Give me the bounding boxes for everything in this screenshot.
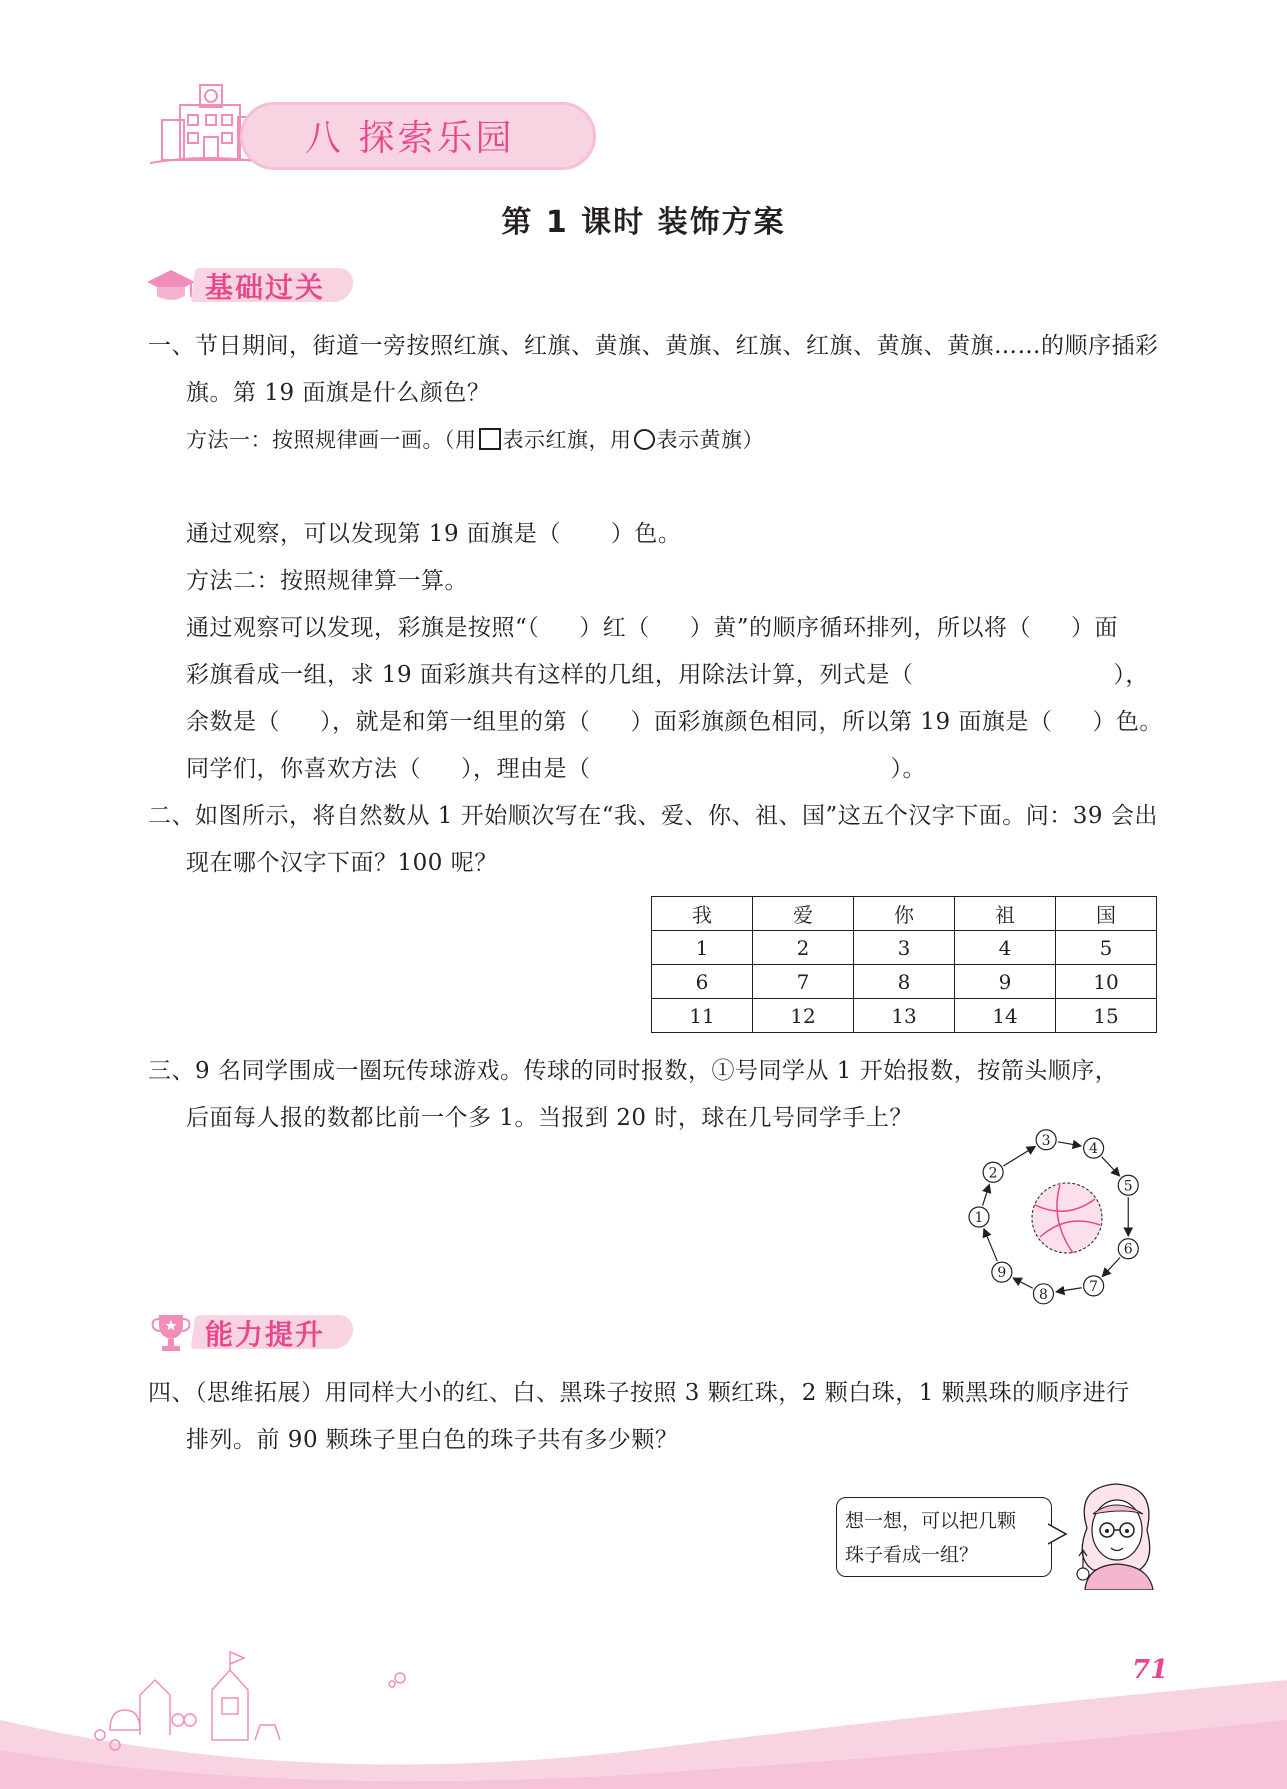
table-cell: 15	[1056, 999, 1157, 1033]
student-node-label: 7	[1089, 1278, 1099, 1295]
q2-line2: 现在哪个汉字下面？100 呢？	[186, 850, 498, 876]
table-header-cell: 爱	[753, 897, 854, 931]
circle-arrow	[1058, 1142, 1080, 1146]
table-row	[652, 999, 1157, 1033]
circle-arrow	[1057, 1288, 1081, 1292]
section-advanced-label: 能力提升	[205, 1318, 326, 1351]
circle-diagram	[955, 1125, 1155, 1320]
table-cell: 14	[955, 999, 1056, 1033]
section-header-advanced	[145, 1311, 375, 1355]
table-header-cell: 你	[854, 897, 955, 931]
q1-method1: 方法一：按照规律画一画。（用 表示红旗，用 表示黄旗）	[186, 428, 764, 452]
circle-arrow	[983, 1186, 989, 1206]
chapter-title: 八 探索乐园	[305, 118, 515, 159]
number-table	[651, 896, 1157, 1033]
circle-symbol-icon	[634, 429, 655, 450]
table-cell: 1	[652, 931, 753, 965]
student-node-label: 9	[997, 1265, 1007, 1282]
q1-line6: 彩旗看成一组，求 19 面彩旗共有这样的几组，用除法计算，列式是（ ），	[186, 662, 1149, 688]
table-cell: 4	[955, 931, 1056, 965]
trophy-icon	[149, 1311, 193, 1355]
table-cell: 10	[1056, 965, 1157, 999]
table-cell: 6	[652, 965, 753, 999]
circle-arrow	[1103, 1258, 1120, 1276]
q3-line1: 三、9 名同学围成一圈玩传球游戏。传球的同时报数，①号同学从 1 开始报数，按箭头顺序，	[148, 1058, 1119, 1084]
square-symbol-icon	[479, 428, 501, 450]
table-cell: 2	[753, 931, 854, 965]
hint-bubble	[836, 1497, 1052, 1577]
q1-observe1: 通过观察，可以发现第 19 面旗是（ ）色。	[186, 521, 682, 547]
q3-line2: 后面每人报的数都比前一个多 1。当报到 20 时，球在几号同学手上？	[186, 1105, 913, 1131]
table-header-cell: 祖	[955, 897, 1056, 931]
q1-line8: 同学们，你喜欢方法（ ），理由是（ ）。	[186, 756, 926, 782]
table-header-cell: 国	[1056, 897, 1157, 931]
table-cell: 12	[753, 999, 854, 1033]
table-cell: 3	[854, 931, 955, 965]
q4-line1: 四、（思维拓展）用同样大小的红、白、黑珠子按照 3 颗红珠，2 颗白珠，1 颗黑珠的顺序进行	[148, 1380, 1130, 1406]
circle-arrow	[984, 1230, 997, 1261]
circle-arrow	[1014, 1279, 1033, 1289]
table-row	[652, 965, 1157, 999]
ball-icon	[1032, 1183, 1102, 1253]
table-cell: 13	[854, 999, 955, 1033]
student-node-label: 2	[988, 1165, 998, 1182]
circle-arrow	[1102, 1157, 1119, 1175]
girl-illustration	[1065, 1478, 1165, 1590]
table-header-row	[652, 897, 1157, 931]
lesson-title: 第 1 课时 装饰方案	[501, 205, 786, 240]
student-node-label: 3	[1041, 1132, 1051, 1149]
circle-arrow	[1003, 1147, 1034, 1166]
q2-line1: 二、如图所示，将自然数从 1 开始顺次写在“我、爱、你、祖、国”这五个汉字下面。问：39 会出	[148, 803, 1158, 829]
table-row	[652, 931, 1157, 965]
student-node-label: 4	[1089, 1141, 1099, 1158]
student-node-label: 5	[1123, 1178, 1133, 1195]
hint-text: 想一想，可以把几颗 珠子看成一组？	[845, 1510, 1017, 1566]
table-cell: 8	[854, 965, 955, 999]
q4-line2: 排列。前 90 颗珠子里白色的珠子共有多少颗？	[186, 1427, 679, 1453]
student-node-label: 6	[1123, 1241, 1133, 1258]
q1-line1: 一、节日期间，街道一旁按照红旗、红旗、黄旗、黄旗、红旗、红旗、黄旗、黄旗……的顺序插彩	[148, 333, 1159, 359]
student-node-label: 8	[1038, 1286, 1048, 1303]
section-header-basic	[145, 264, 375, 308]
table-header-cell: 我	[652, 897, 753, 931]
page-number: 71	[1132, 1655, 1169, 1685]
table-cell: 5	[1056, 931, 1157, 965]
section-basic-label: 基础过关	[205, 271, 326, 304]
table-cell: 11	[652, 999, 753, 1033]
q1-line5: 通过观察可以发现，彩旗是按照“（ ）红（ ）黄”的顺序循环排列，所以将（ ）面	[186, 615, 1119, 641]
student-node-label: 1	[974, 1210, 984, 1226]
table-cell: 7	[753, 965, 854, 999]
q1-line7: 余数是（ ），就是和第一组里的第（ ）面彩旗颜色相同，所以第 19 面旗是（ ）色。	[186, 709, 1163, 735]
q1-method2: 方法二：按照规律算一算。	[186, 568, 468, 594]
table-cell: 9	[955, 965, 1056, 999]
chapter-banner	[150, 100, 590, 168]
bottom-wave-decoration	[0, 1640, 1287, 1789]
q1-line2: 旗。第 19 面旗是什么颜色？	[186, 380, 491, 406]
graduation-cap-icon	[145, 266, 197, 306]
